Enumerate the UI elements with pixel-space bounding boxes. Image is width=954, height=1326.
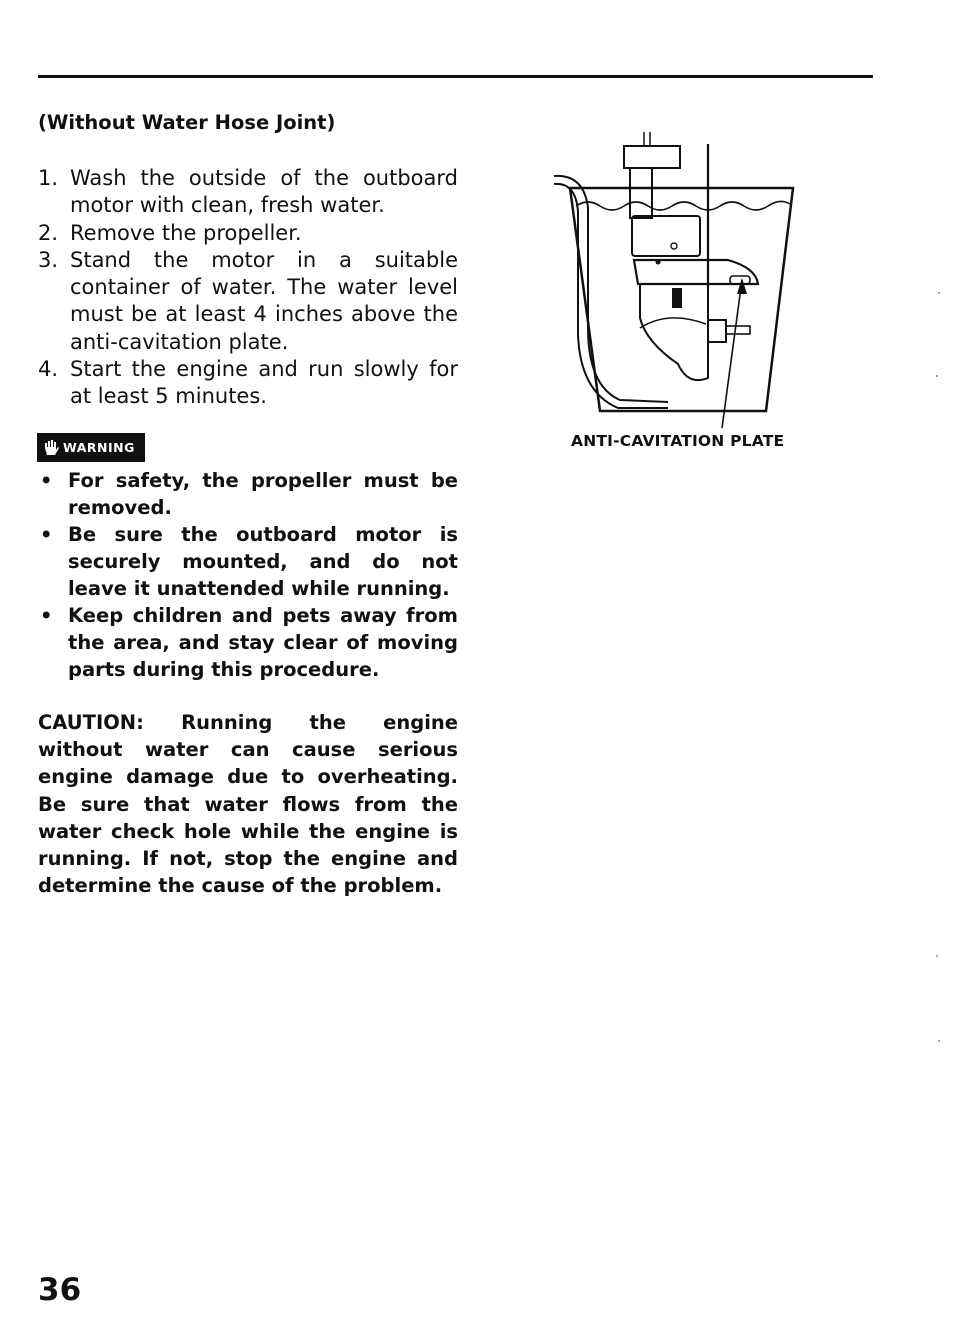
- warning-badge: [37, 433, 145, 462]
- warning-text: For safety, the propeller must be removed.: [68, 469, 458, 519]
- scan-speck: [938, 292, 940, 294]
- step-text: Stand the motor in a suitable container of water. The water level must be at least 4 inches above the anti-cavitation plate.: [70, 247, 458, 354]
- caution-label: CAUTION:: [38, 711, 144, 734]
- warning-text: Be sure the outboard motor is securely mounted, and do not leave it unattended while running.: [68, 523, 458, 600]
- scan-speck: [938, 1040, 940, 1042]
- step-item: [38, 165, 458, 220]
- top-rule: [38, 75, 873, 78]
- motor-top: [624, 146, 680, 168]
- caution-text: Running the engine without water can cause serious engine damage due to overheating. Be sure that water flows from the water check hole while the engine is running. If not, stop the engine and determine the cause of the problem.: [38, 711, 458, 898]
- bullet-icon: •: [40, 523, 53, 546]
- outboard-motor-in-container-illustration: [548, 128, 810, 428]
- caption-pointer: [722, 280, 742, 428]
- warning-label: WARNING: [63, 440, 135, 455]
- procedure-steps: [38, 165, 458, 411]
- warning-item: [38, 602, 458, 683]
- step-number: 3.: [38, 247, 59, 272]
- anti-cavitation-plate: [634, 260, 758, 284]
- section-heading: (Without Water Hose Joint): [38, 111, 336, 134]
- warning-list: [38, 467, 458, 683]
- hand-warning-icon: [41, 439, 61, 457]
- step-item: [38, 356, 458, 411]
- step-number: 2.: [38, 220, 59, 245]
- bullet-icon: •: [40, 604, 53, 627]
- step-number: 4.: [38, 357, 59, 382]
- caution-note: [38, 709, 458, 899]
- page-number: 36: [38, 1272, 82, 1308]
- bullet-icon: •: [40, 469, 53, 492]
- warning-text: Keep children and pets away from the area, and stay clear of moving parts during this procedure.: [68, 604, 458, 681]
- step-item: [38, 220, 458, 247]
- step-item: [38, 247, 458, 356]
- scan-speck: [936, 955, 938, 957]
- step-number: 1.: [38, 166, 59, 190]
- water-surface: [576, 201, 790, 210]
- warning-item: [38, 467, 458, 521]
- step-text: Remove the propeller.: [70, 220, 302, 245]
- warning-item: [38, 521, 458, 602]
- step-text: Wash the outside of the outboard motor with clean, fresh water.: [70, 166, 458, 218]
- motor-shaft: [630, 168, 652, 218]
- step-text: Start the engine and run slowly for at least 5 minutes.: [70, 357, 458, 409]
- scan-speck: [936, 375, 938, 377]
- figure-caption: ANTI-CAVITATION PLATE: [571, 432, 785, 450]
